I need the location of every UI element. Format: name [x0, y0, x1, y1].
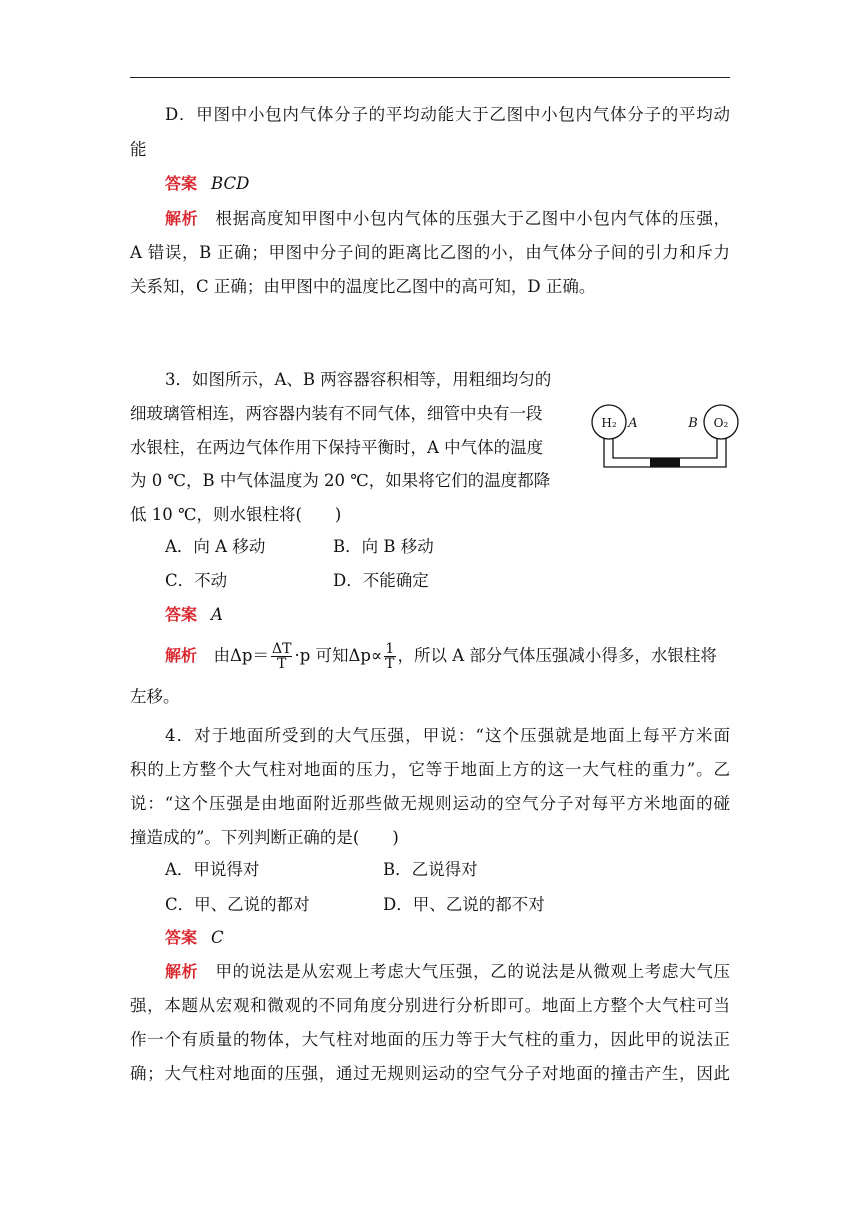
fraction1-numerator: ΔT	[272, 641, 292, 657]
q2-option-d-line1: D．甲图中小包内气体分子的平均动能大于乙图中小包内气体分子的平均动	[165, 105, 730, 124]
q4-stem-line2: 积的上方整个大气柱对地面的压力，它等于地面上方的这一大气柱的重力”。乙	[130, 760, 730, 779]
q3-answer-value: A	[211, 605, 223, 624]
q3-analysis-pre: 由Δp＝	[213, 646, 269, 665]
label-b: B	[688, 416, 698, 431]
gas-h2-label: H₂	[601, 416, 617, 430]
q2-analysis-label: 解析	[165, 209, 199, 228]
q4-analysis-text1: 甲的说法是从宏观上考虑大气压强，乙的说法是从微观上考虑大气压	[215, 962, 730, 981]
q3-option-b[interactable]: B．向 B 移动	[333, 537, 434, 556]
q2-answer-label: 答案	[165, 174, 198, 193]
q3-stem-line3: 水银柱，在两边气体作用下保持平衡时，A 中气体的温度	[130, 438, 544, 457]
fraction2-numerator: 1	[385, 641, 395, 657]
q4-stem-line3: 说：“这个压强是由地面附近那些做无规则运动的空气分子对每平方米地面的碰	[130, 794, 730, 813]
diagram-svg	[590, 395, 740, 475]
q3-analysis-line2: 左移。	[130, 687, 180, 706]
q2-analysis-line2: A 错误，B 正确；甲图中分子间的距离比乙图的小，由气体分子间的引力和斥力	[130, 243, 730, 262]
q2-analysis-line3: 关系知，C 正确；由甲图中的温度比乙图中的高可知，D 正确。	[130, 277, 596, 296]
q4-analysis-line3: 作一个有质量的物体，大气柱对地面的压力等于大气柱的重力，因此甲的说法正	[130, 1030, 730, 1049]
q3-stem-line4: 为 0 ℃，B 中气体温度为 20 ℃，如果将它们的温度都降	[130, 471, 551, 490]
q4-analysis-line2: 强，本题从宏观和微观的不同角度分别进行分析即可。地面上方整个大气柱可当	[130, 996, 730, 1015]
fraction2-denominator: T	[385, 656, 395, 672]
two-containers-diagram	[590, 395, 740, 475]
q4-analysis-line1	[130, 960, 730, 984]
fraction-one-over-t	[384, 642, 395, 671]
q4-analysis-label: 解析	[165, 962, 199, 981]
q2-answer-row	[130, 172, 730, 196]
q4-option-c[interactable]: C．甲、乙说的都对	[165, 895, 310, 914]
q3-stem-line5: 低 10 ℃，则水银柱将( )	[130, 505, 342, 524]
q4-option-a[interactable]: A．甲说得对	[165, 860, 260, 879]
q3-stem-line2: 细玻璃管相连，两容器内装有不同气体，细管中央有一段	[130, 404, 543, 423]
mercury-column	[650, 458, 680, 467]
header-rule	[130, 77, 730, 78]
q4-stem-line1: 4．对于地面所受到的大气压强，甲说：“这个压强就是地面上每平方米面	[165, 726, 730, 745]
fraction1-denominator: T	[277, 656, 287, 672]
label-a: A	[628, 416, 638, 431]
q3-option-d[interactable]: D．不能确定	[333, 571, 429, 590]
tube-inner	[613, 438, 717, 458]
q4-analysis-line4: 确；大气柱对地面的压强，通过无规则运动的空气分子对地面的撞击产生，因此	[130, 1064, 730, 1083]
q4-answer-label: 答案	[165, 928, 198, 947]
q2-analysis-text1: 根据高度知甲图中小包内气体的压强大于乙图中小包内气体的压强，	[215, 209, 730, 228]
q3-option-a[interactable]: A．向 A 移动	[165, 537, 266, 556]
q4-option-b[interactable]: B．乙说得对	[383, 860, 478, 879]
q3-answer-row	[130, 603, 730, 627]
q2-option-d-line2: 能	[130, 140, 147, 159]
gas-o2-label: O₂	[713, 416, 729, 430]
q3-analysis-label: 解析	[165, 646, 198, 665]
q3-analysis-line1	[130, 640, 730, 672]
q4-option-d[interactable]: D．甲、乙说的都不对	[383, 895, 545, 914]
fraction-delta-t-over-t	[271, 642, 292, 671]
q3-answer-label: 答案	[165, 605, 198, 624]
q2-answer-value: BCD	[211, 174, 250, 193]
q3-option-c[interactable]: C．不动	[165, 571, 228, 590]
q3-analysis-mid: ·p 可知Δp∝	[294, 646, 383, 665]
q3-stem-line1: 3．如图所示，A、B 两容器容积相等，用粗细均匀的	[165, 370, 552, 389]
q2-analysis-line1	[130, 207, 730, 231]
q4-answer-row	[130, 926, 730, 950]
q4-stem-line4: 撞造成的”。下列判断正确的是( )	[130, 828, 399, 847]
q4-answer-value: C	[211, 928, 224, 947]
q3-analysis-post: ，所以 A 部分气体压强减小得多，水银柱将	[397, 646, 717, 665]
